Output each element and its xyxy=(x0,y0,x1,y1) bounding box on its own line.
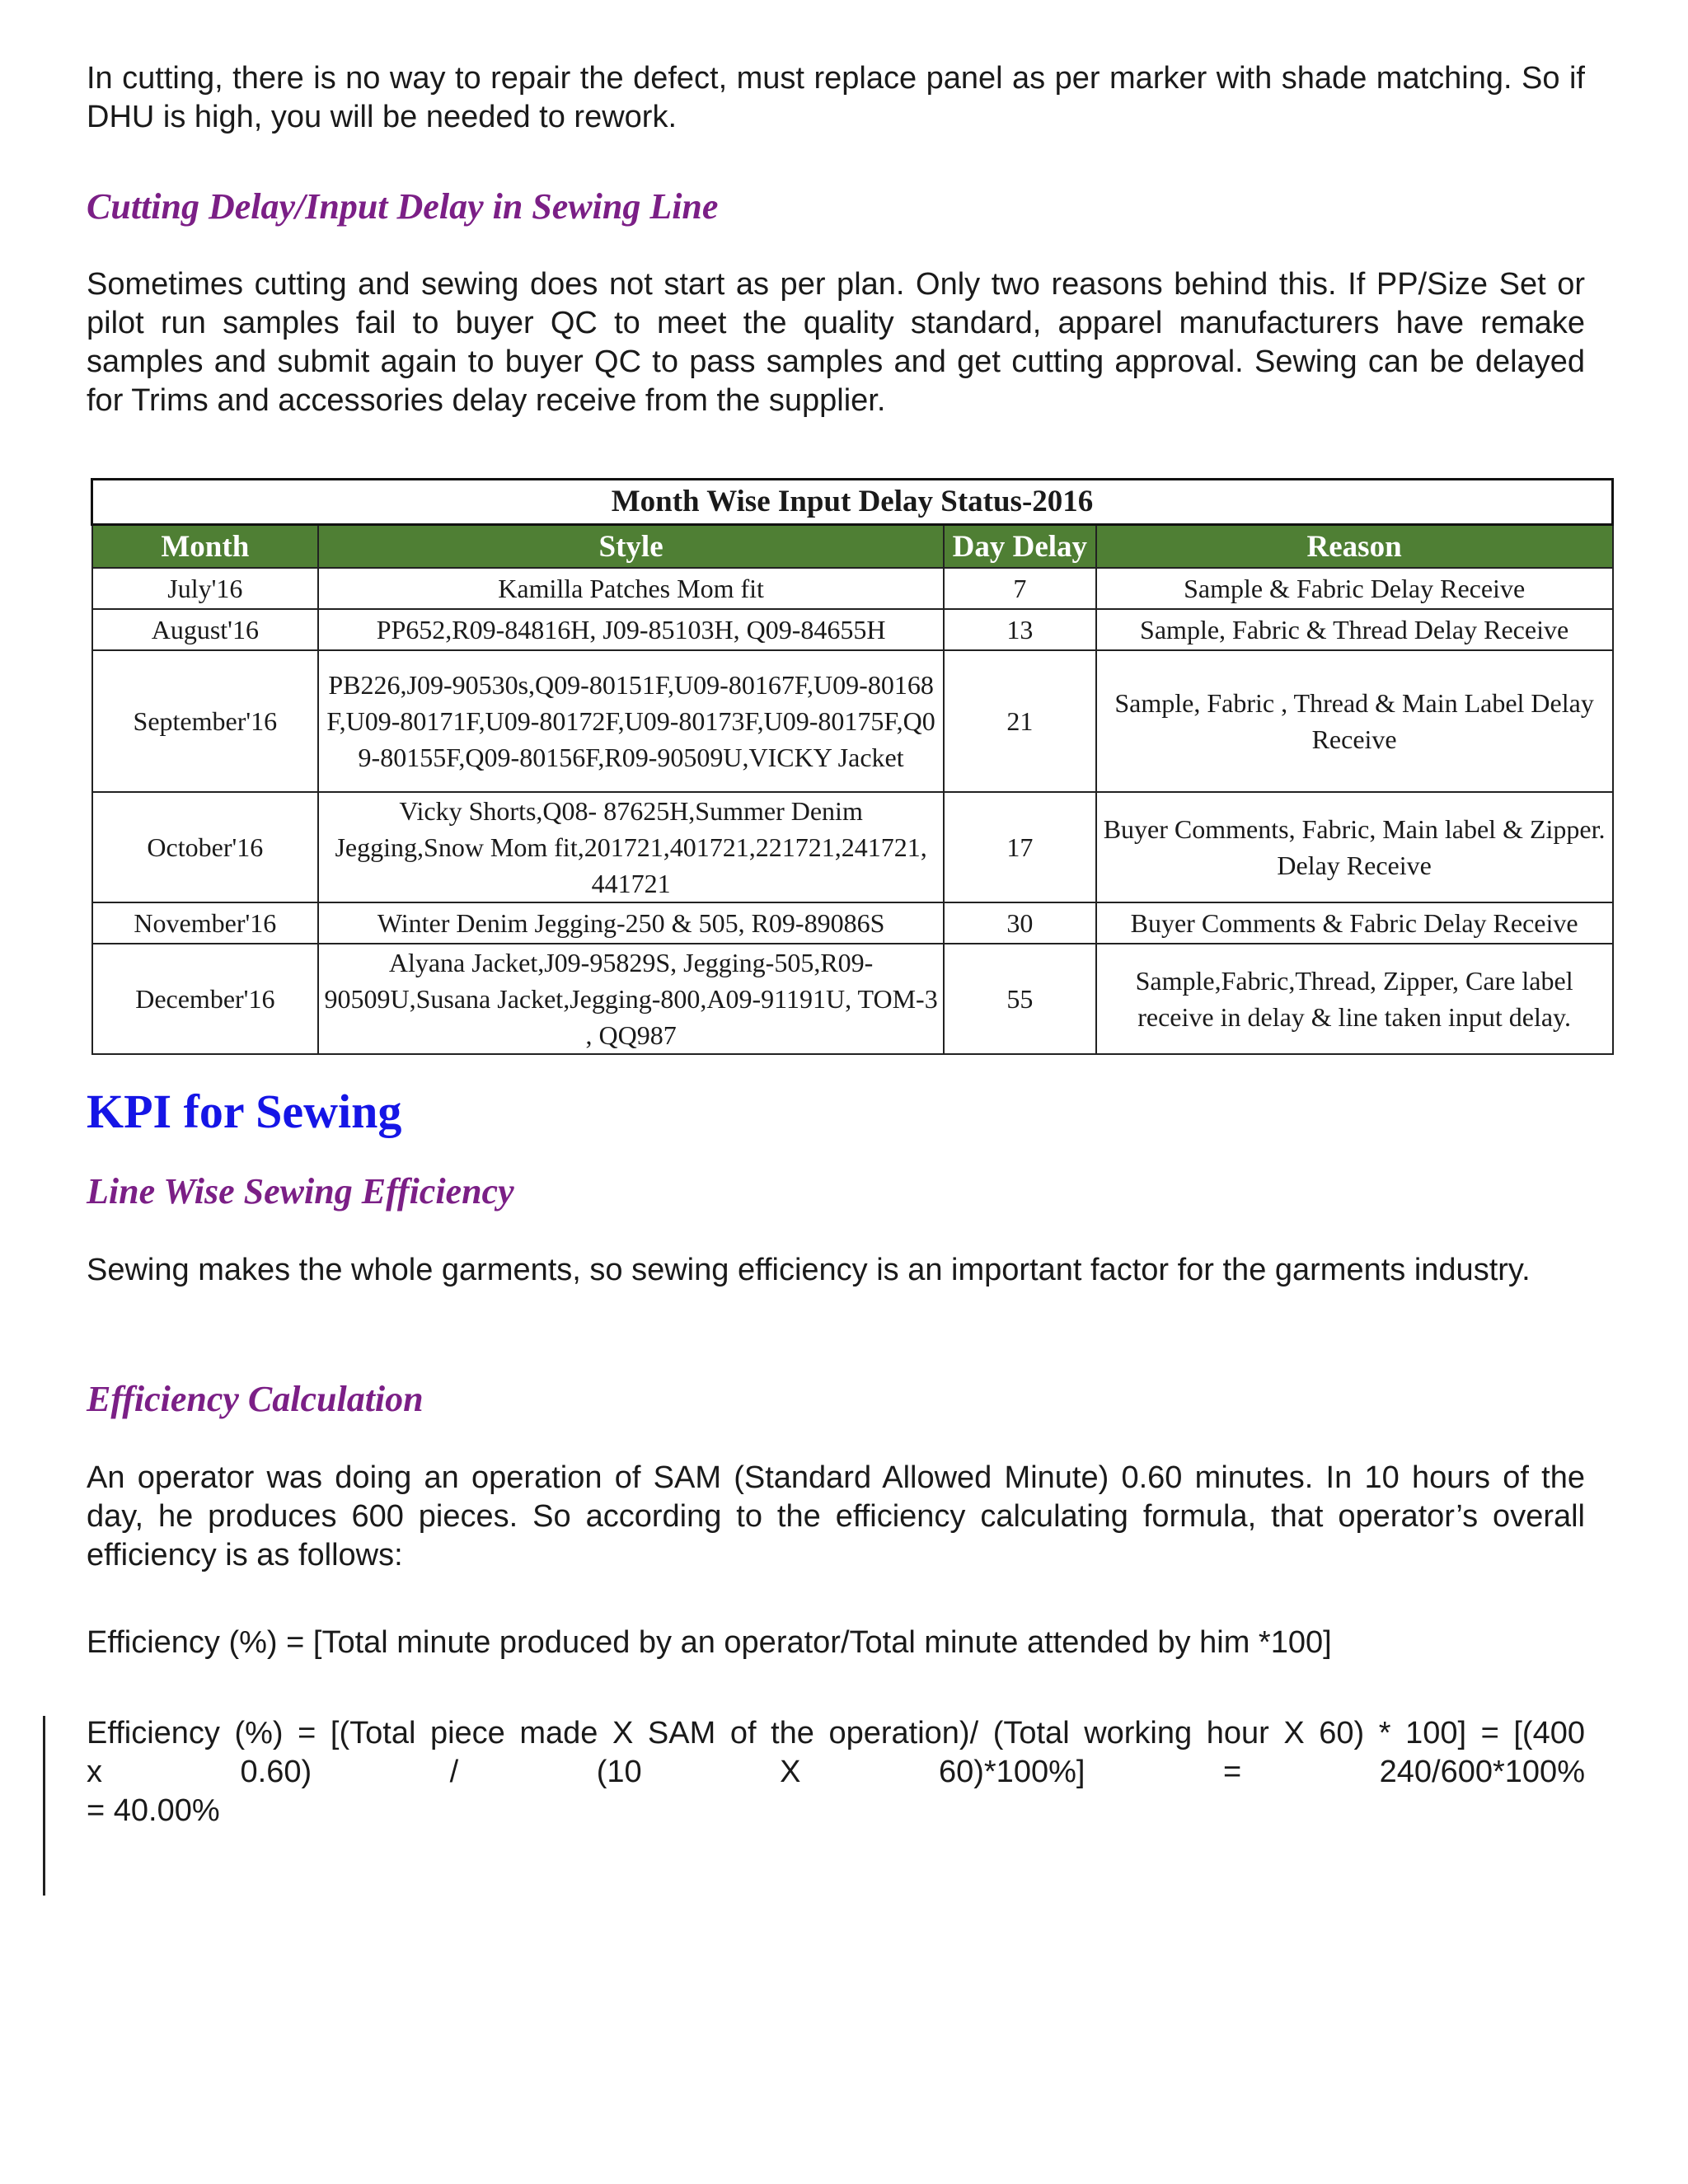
formula-token: X xyxy=(780,1755,801,1789)
formula-token: 240/600*100% xyxy=(1379,1755,1585,1789)
cell-reason: Sample, Fabric & Thread Delay Receive xyxy=(1096,609,1613,650)
cell-month: October'16 xyxy=(92,792,319,902)
table-row xyxy=(92,650,1613,792)
cell-reason: Buyer Comments & Fabric Delay Receive xyxy=(1096,902,1613,944)
cell-style: Alyana Jacket,J09-95829S, Jegging-505,R09-90509U,Susana Jacket,Jegging-800,A09-91191U, TOM-3 , QQ987 xyxy=(318,944,944,1054)
heading-efficiency-calc: Efficiency Calculation xyxy=(87,1379,424,1419)
input-delay-table xyxy=(91,478,1614,1055)
heading-line-efficiency: Line Wise Sewing Efficiency xyxy=(87,1171,514,1212)
cell-delay: 13 xyxy=(944,609,1096,650)
cell-reason: Sample & Fabric Delay Receive xyxy=(1096,568,1613,609)
header-day-delay: Day Delay xyxy=(944,525,1096,569)
cell-month: December'16 xyxy=(92,944,319,1054)
intro-paragraph: In cutting, there is no way to repair the defect, must replace panel as per marker with shade matching. So if DHU is high, you will be needed to rework. xyxy=(87,61,1585,134)
formula-line-1: Efficiency (%) = [(Total piece made X SAM of the operation)/ (Total working hour X 60) * 100] = [(400 xyxy=(87,1716,1585,1750)
table-row xyxy=(92,902,1613,944)
header-month: Month xyxy=(92,525,319,569)
cell-style: Vicky Shorts,Q08- 87625H,Summer Denim Jegging,Snow Mom fit,201721,401721,221721,241721, 441721 xyxy=(318,792,944,902)
cell-month: November'16 xyxy=(92,902,319,944)
formula-definition: Efficiency (%) = [Total minute produced by an operator/Total minute attended by him *100] xyxy=(87,1625,1332,1660)
cell-delay: 17 xyxy=(944,792,1096,902)
heading-kpi-sewing: KPI for Sewing xyxy=(87,1085,402,1138)
cell-reason: Buyer Comments, Fabric, Main label & Zipper. Delay Receive xyxy=(1096,792,1613,902)
cell-month: August'16 xyxy=(92,609,319,650)
table-row xyxy=(92,568,1613,609)
cell-month: September'16 xyxy=(92,650,319,792)
cell-style: Kamilla Patches Mom fit xyxy=(318,568,944,609)
cell-delay: 21 xyxy=(944,650,1096,792)
formula-token: (10 xyxy=(596,1755,642,1789)
cell-delay: 30 xyxy=(944,902,1096,944)
formula-token: / xyxy=(449,1755,459,1789)
cell-style: PP652,R09-84816H, J09-85103H, Q09-84655H xyxy=(318,609,944,650)
formula-calculation xyxy=(87,1714,1585,1830)
header-style: Style xyxy=(318,525,944,569)
cell-reason: Sample,Fabric,Thread, Zipper, Care label receive in delay & line taken input delay. xyxy=(1096,944,1613,1054)
efficiency-paragraph: Sewing makes the whole garments, so sewing efficiency is an important factor for the garments industry. xyxy=(87,1253,1531,1287)
margin-bar xyxy=(43,1716,45,1896)
table-row xyxy=(92,609,1613,650)
table-row xyxy=(92,792,1613,902)
header-reason: Reason xyxy=(1096,525,1613,569)
cell-style: Winter Denim Jegging-250 & 505, R09-89086S xyxy=(318,902,944,944)
cell-delay: 55 xyxy=(944,944,1096,1054)
cell-style: PB226,J09-90530s,Q09-80151F,U09-80167F,U09-80168F,U09-80171F,U09-80172F,U09-80173F,U09-80175F,Q09-80155F,Q09-80156F,R09-90509U,VICKY Jacket xyxy=(318,650,944,792)
cell-month: July'16 xyxy=(92,568,319,609)
formula-line-3: = 40.00% xyxy=(87,1793,220,1828)
formula-token: = xyxy=(1222,1755,1242,1789)
table-row xyxy=(92,944,1613,1054)
formula-token: 0.60) xyxy=(240,1755,312,1789)
heading-cutting-delay: Cutting Delay/Input Delay in Sewing Line xyxy=(87,186,719,227)
table-caption: Month Wise Input Delay Status-2016 xyxy=(92,480,1613,525)
formula-token: 60)*100%] xyxy=(938,1755,1085,1789)
calc-paragraph: An operator was doing an operation of SAM (Standard Allowed Minute) 0.60 minutes. In 10 hours of the day, he produces 600 pieces. So according to the efficiency calculating formula, that operator’s overall efficiency is as follows: xyxy=(87,1460,1585,1572)
cell-delay: 7 xyxy=(944,568,1096,609)
formula-token: x xyxy=(87,1755,102,1789)
formula-line-2 xyxy=(87,1753,1585,1792)
cell-reason: Sample, Fabric , Thread & Main Label Delay Receive xyxy=(1096,650,1613,792)
delay-paragraph: Sometimes cutting and sewing does not start as per plan. Only two reasons behind this. If PP/Size Set or pilot run samples fail to buyer QC to meet the quality standard, apparel manufacturers have remake samples and submit again to buyer QC to pass samples and get cutting approval. Sewing can be delayed for Trims and accessories delay receive from the supplier. xyxy=(87,267,1585,418)
